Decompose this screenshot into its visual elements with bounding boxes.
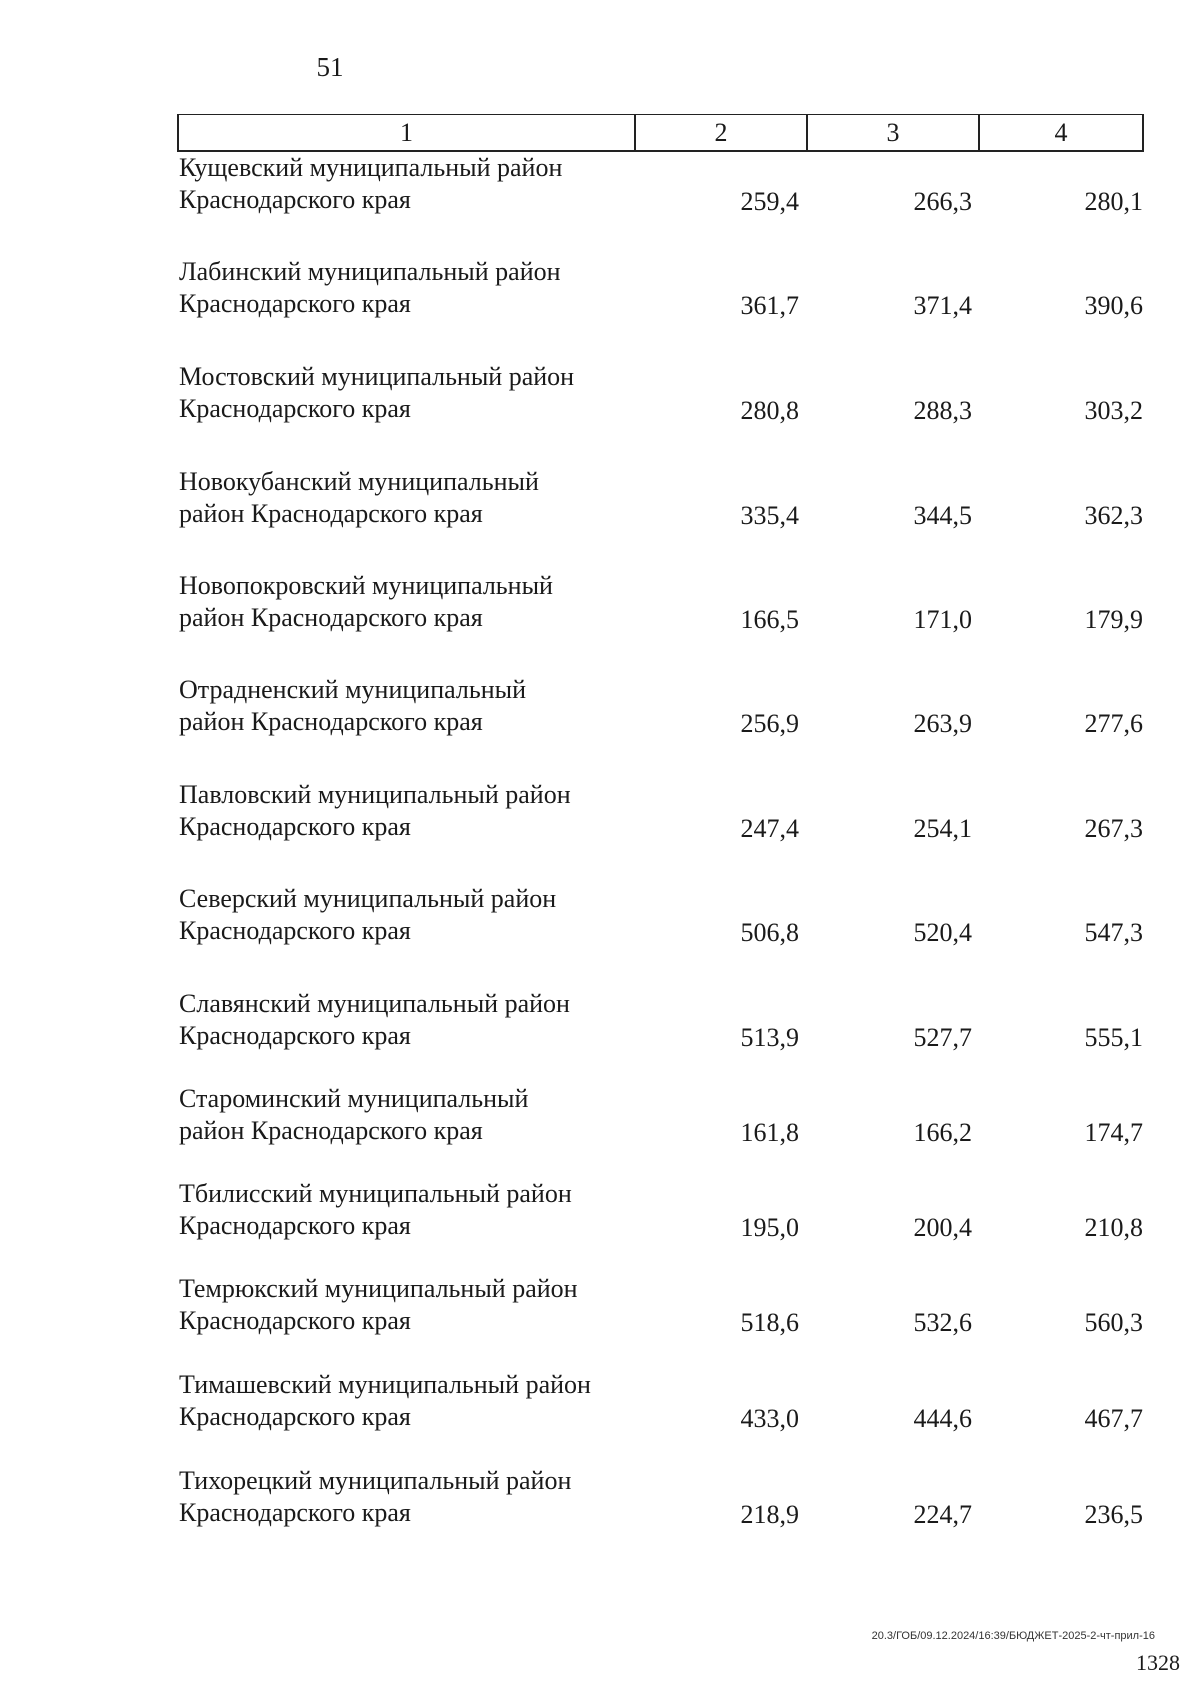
row-value-col4: 236,5	[1084, 1500, 1143, 1529]
row-value-col2: 166,5	[740, 605, 799, 634]
row-value-col2: 361,7	[740, 291, 799, 320]
row-name: Северский муниципальный район Краснодарского края	[179, 884, 557, 945]
row-value-col3: 532,6	[913, 1308, 972, 1337]
row-value-col4: 547,3	[1084, 918, 1143, 947]
row-value-col4: 390,6	[1084, 291, 1143, 320]
row-name: Лабинский муниципальный район Краснодарского края	[179, 257, 561, 318]
row-value-col4: 467,7	[1084, 1404, 1143, 1433]
row-value-col4: 174,7	[1084, 1118, 1143, 1147]
row-name: Кущевский муниципальный район Краснодарского края	[179, 153, 563, 214]
row-value-col2: 247,4	[740, 814, 799, 843]
row-value-col3: 288,3	[913, 396, 972, 425]
row-value-col3: 224,7	[913, 1500, 972, 1529]
row-value-col3: 344,5	[913, 501, 972, 530]
row-value-col2: 218,9	[740, 1500, 799, 1529]
row-name: Староминский муниципальный район Краснодарского края	[179, 1084, 529, 1145]
header-col-2: 2	[636, 115, 808, 150]
row-value-col3: 444,6	[913, 1404, 972, 1433]
row-value-col2: 161,8	[740, 1118, 799, 1147]
row-value-col3: 371,4	[913, 291, 972, 320]
footer-document-code: 20.3/ГОБ/09.12.2024/16:39/БЮДЖЕТ-2025-2-чт-прил-16	[871, 1630, 1155, 1642]
row-name: Тимашевский муниципальный район Краснодарского края	[179, 1370, 591, 1431]
table-header	[177, 114, 1144, 152]
row-name: Тбилисский муниципальный район Краснодарского края	[179, 1179, 572, 1240]
row-value-col2: 195,0	[740, 1213, 799, 1242]
row-value-col3: 527,7	[913, 1023, 972, 1052]
row-value-col3: 266,3	[913, 187, 972, 216]
row-name: Новопокровский муниципальный район Краснодарского края	[179, 571, 553, 632]
row-value-col3: 171,0	[913, 605, 972, 634]
row-value-col3: 200,4	[913, 1213, 972, 1242]
row-value-col2: 259,4	[740, 187, 799, 216]
row-value-col3: 520,4	[913, 918, 972, 947]
row-value-col2: 518,6	[740, 1308, 799, 1337]
page-number-text: 51	[316, 52, 344, 82]
row-value-col4: 277,6	[1084, 709, 1143, 738]
row-value-col4: 303,2	[1084, 396, 1143, 425]
row-value-col3: 166,2	[913, 1118, 972, 1147]
row-value-col4: 560,3	[1084, 1308, 1143, 1337]
row-name: Отрадненский муниципальный район Краснодарского края	[179, 675, 527, 736]
header-col-1: 1	[179, 115, 636, 150]
row-value-col4: 362,3	[1084, 501, 1143, 530]
row-name: Мостовский муниципальный район Краснодарского края	[179, 362, 575, 423]
row-value-col4: 210,8	[1084, 1213, 1143, 1242]
row-value-col2: 256,9	[740, 709, 799, 738]
header-col-4: 4	[1054, 118, 1068, 147]
row-value-col3: 263,9	[913, 709, 972, 738]
row-name: Славянский муниципальный район Краснодарского края	[179, 989, 570, 1050]
row-name: Новокубанский муниципальный район Краснодарского края	[179, 467, 539, 528]
page-number	[0, 52, 1200, 83]
row-name: Темрюкский муниципальный район Краснодарского края	[179, 1274, 578, 1335]
row-value-col2: 335,4	[740, 501, 799, 530]
header-col-3: 3	[808, 115, 980, 150]
row-value-col2: 280,8	[740, 396, 799, 425]
row-name: Тихорецкий муниципальный район Краснодарского края	[179, 1466, 572, 1527]
row-value-col4: 179,9	[1084, 605, 1143, 634]
row-value-col4: 555,1	[1084, 1023, 1143, 1052]
row-name: Павловский муниципальный район Краснодарского края	[179, 780, 571, 841]
row-value-col3: 254,1	[913, 814, 972, 843]
row-value-col2: 506,8	[740, 918, 799, 947]
row-value-col4: 280,1	[1084, 187, 1143, 216]
row-value-col2: 513,9	[740, 1023, 799, 1052]
row-value-col2: 433,0	[740, 1404, 799, 1433]
footer-sheet-number: 1328	[1136, 1650, 1180, 1675]
row-value-col4: 267,3	[1084, 814, 1143, 843]
